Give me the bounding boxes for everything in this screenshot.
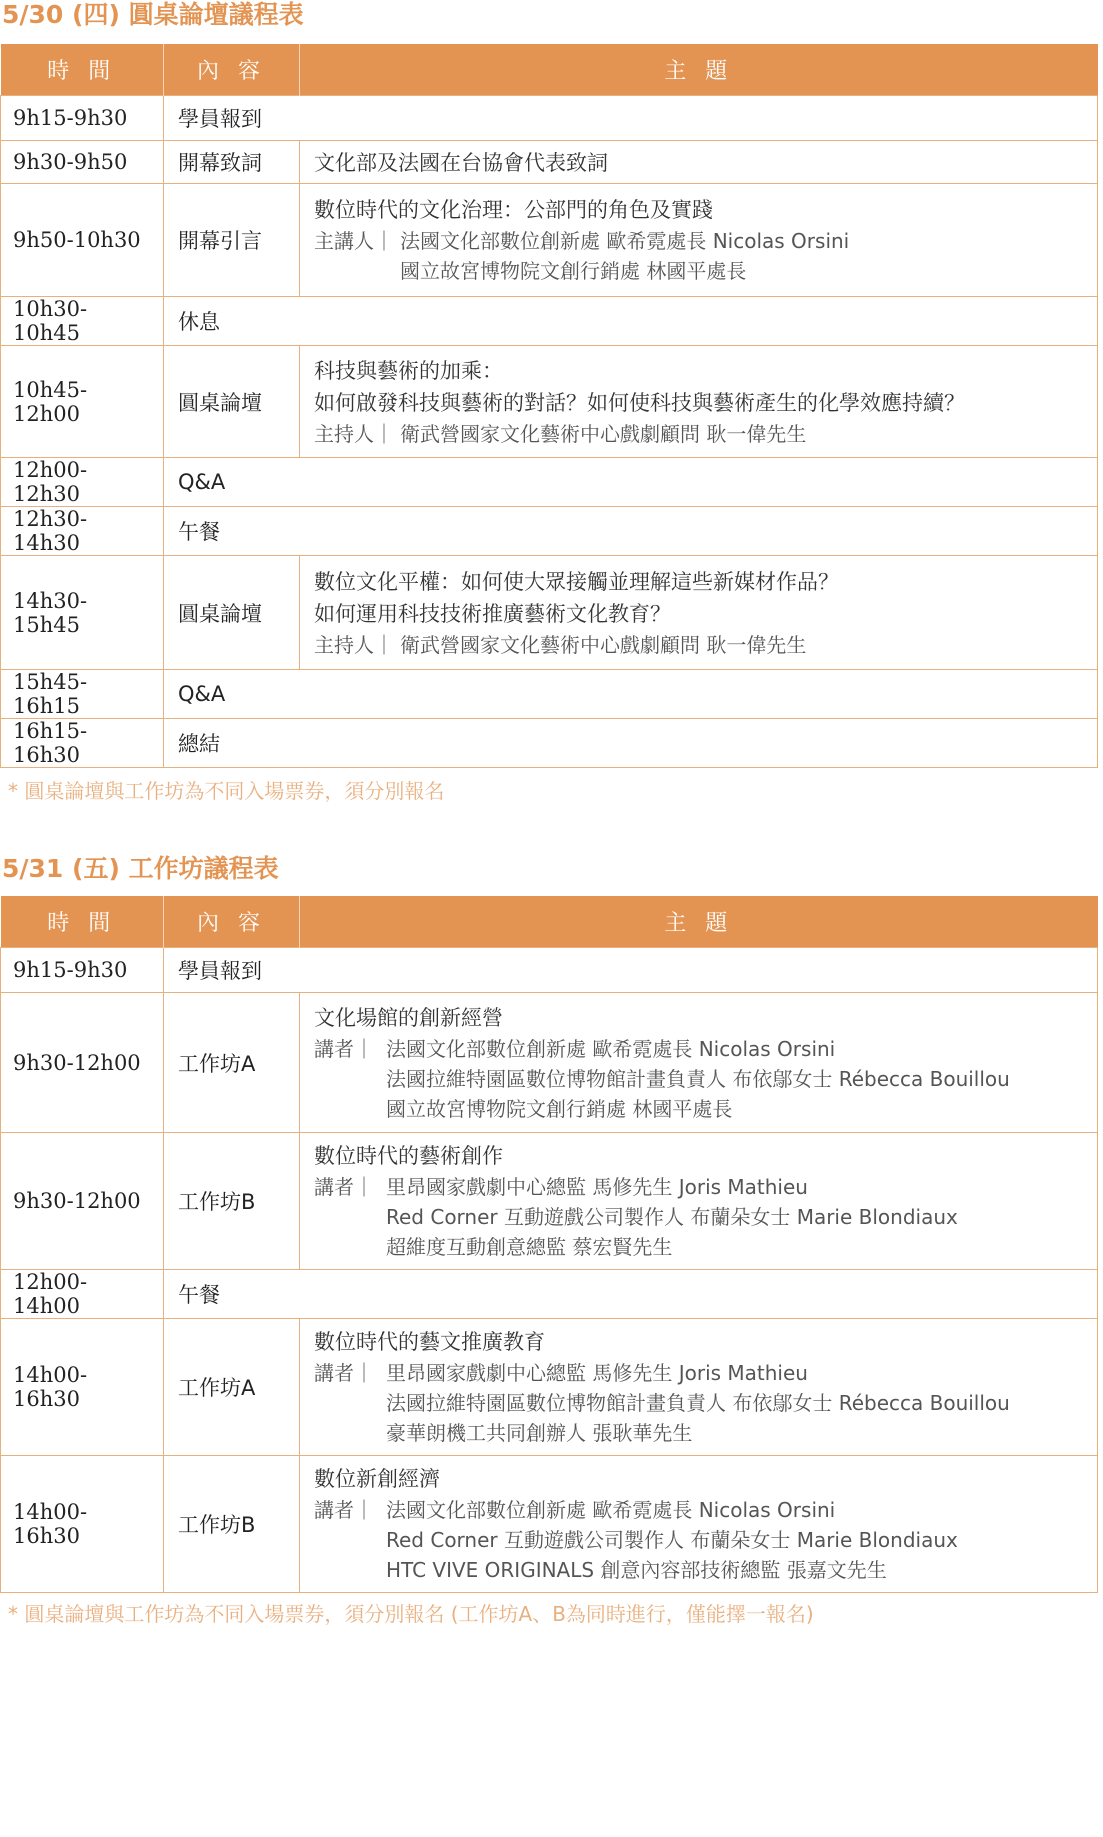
- speaker-line: [314, 1232, 1083, 1262]
- row-type: 開幕引言: [164, 184, 300, 297]
- row-time: 14h30-15h45: [1, 556, 164, 670]
- day2-agenda-table: [0, 896, 1098, 1593]
- row-topic-cell: [300, 1319, 1098, 1456]
- speaker-name: 衛武營國家文化藝術中心戲劇顧問 耿一偉先生: [400, 421, 807, 446]
- speaker-label: 講者｜: [314, 1498, 374, 1522]
- row-type: 工作坊B: [164, 1456, 300, 1593]
- topic-title: 數位時代的藝文推廣教育: [314, 1330, 545, 1354]
- speaker-line: [314, 1555, 1083, 1585]
- speaker-line: [314, 1495, 1083, 1525]
- speaker-line: [314, 1388, 1083, 1418]
- speaker-line: [314, 1358, 1083, 1388]
- table-header-row: [1, 896, 1098, 948]
- row-type: 休息: [164, 297, 1098, 346]
- topic-title: 數位新創經濟: [314, 1467, 440, 1491]
- speaker-label: 主講人｜: [314, 229, 394, 253]
- speaker-line: [314, 1064, 1083, 1094]
- table-row: [1, 458, 1098, 507]
- speaker-line: [314, 1202, 1083, 1232]
- speaker-name: 衛武營國家文化藝術中心戲劇顧問 耿一偉先生: [400, 632, 807, 657]
- row-time: 14h00-16h30: [1, 1456, 164, 1593]
- table-row: [1, 1456, 1098, 1593]
- topic-title: 數位時代的藝術創作: [314, 1144, 503, 1168]
- speaker-line: [314, 419, 1083, 449]
- speaker-name: HTC VIVE ORIGINALS 創意內容部技術總監 張嘉文先生: [386, 1558, 887, 1582]
- speaker-name: 法國文化部數位創新處 歐希霓處長 Nicolas Orsini: [386, 1498, 836, 1522]
- row-type: 工作坊A: [164, 993, 300, 1133]
- speaker-label: 主持人｜: [314, 632, 394, 657]
- speaker-name: 法國文化部數位創新處 歐希霓處長 Nicolas Orsini: [386, 1036, 836, 1061]
- row-time: 9h30-9h50: [1, 141, 164, 184]
- row-topic-cell: [300, 346, 1098, 458]
- row-type: 開幕致詞: [164, 141, 300, 184]
- row-topic-cell: [300, 556, 1098, 670]
- row-type: 總結: [164, 719, 1098, 768]
- speaker-name: Red Corner 互動遊戲公司製作人 布蘭朵女士 Marie Blondiaux: [386, 1528, 958, 1552]
- day1-title: 5/30 (四) 圓桌論壇議程表: [2, 0, 304, 29]
- speaker-name: 法國文化部數位創新處 歐希霓處長 Nicolas Orsini: [400, 229, 850, 253]
- table-row: [1, 141, 1098, 184]
- table-row: [1, 1270, 1098, 1319]
- speaker-line: [314, 1094, 1083, 1124]
- table-row: [1, 297, 1098, 346]
- speaker-label: 講者｜: [314, 1361, 374, 1385]
- header-time: 時 間: [1, 896, 164, 948]
- speaker-name: 法國拉維特園區數位博物館計畫負責人 布依鄔女士 Rébecca Bouillou: [386, 1066, 1010, 1091]
- row-topic-cell: [300, 184, 1098, 297]
- row-type: 午餐: [164, 1270, 1098, 1319]
- speaker-name: 超維度互動創意總監 蔡宏賢先生: [386, 1235, 673, 1259]
- row-type: Q&A: [164, 670, 1098, 719]
- row-topic: 文化部及法國在台協會代表致詞: [300, 141, 1098, 184]
- table-row: [1, 96, 1098, 141]
- topic-title: 數位時代的文化治理：公部門的角色及實踐: [314, 198, 713, 222]
- row-time: 16h15-16h30: [1, 719, 164, 768]
- speaker-name: 里昂國家戲劇中心總監 馬修先生 Joris Mathieu: [386, 1175, 808, 1199]
- table-row: [1, 346, 1098, 458]
- speaker-label: 講者｜: [314, 1036, 374, 1061]
- row-time: 9h50-10h30: [1, 184, 164, 297]
- speaker-name: 國立故宮博物院文創行銷處 林國平處長: [386, 1096, 733, 1121]
- row-time: 9h30-12h00: [1, 1133, 164, 1270]
- row-type: Q&A: [164, 458, 1098, 507]
- row-time: 10h30-10h45: [1, 297, 164, 346]
- table-row: [1, 507, 1098, 556]
- row-type: 圓桌論壇: [164, 556, 300, 670]
- row-time: 12h00-14h00: [1, 1270, 164, 1319]
- topic-title: 科技與藝術的加乘：: [314, 358, 503, 383]
- header-time: 時 間: [1, 44, 164, 96]
- topic-title: 如何啟發科技與藝術的對話？如何使科技與藝術產生的化學效應持續？: [314, 390, 965, 415]
- row-type: 午餐: [164, 507, 1098, 556]
- row-time: 10h45-12h00: [1, 346, 164, 458]
- row-topic-cell: [300, 1456, 1098, 1593]
- row-time: 12h00-12h30: [1, 458, 164, 507]
- topic-title: 文化場館的創新經營: [314, 1005, 503, 1030]
- speaker-line: [314, 630, 1083, 660]
- row-time: 9h15-9h30: [1, 948, 164, 993]
- speaker-line: [314, 256, 1083, 286]
- speaker-line: [314, 1034, 1083, 1064]
- speaker-name: 法國拉維特園區數位博物館計畫負責人 布依鄔女士 Rébecca Bouillou: [386, 1391, 1010, 1415]
- speaker-line: [314, 1525, 1083, 1555]
- speaker-line: [314, 1172, 1083, 1202]
- speaker-line: [314, 1418, 1083, 1448]
- table-row: [1, 670, 1098, 719]
- topic-title: 如何運用科技技術推廣藝術文化教育？: [314, 601, 671, 626]
- speaker-name: 里昂國家戲劇中心總監 馬修先生 Joris Mathieu: [386, 1361, 808, 1385]
- table-row: [1, 993, 1098, 1133]
- table-row: [1, 184, 1098, 297]
- row-type: 工作坊B: [164, 1133, 300, 1270]
- speaker-name: Red Corner 互動遊戲公司製作人 布蘭朵女士 Marie Blondiaux: [386, 1205, 958, 1229]
- speaker-name: 豪華朗機工共同創辦人 張耿華先生: [386, 1421, 693, 1445]
- speaker-line: [314, 226, 1083, 256]
- header-topic: 主 題: [300, 44, 1098, 96]
- speaker-label: 主持人｜: [314, 421, 394, 446]
- row-time: 15h45-16h15: [1, 670, 164, 719]
- table-row: [1, 948, 1098, 993]
- row-time: 14h00-16h30: [1, 1319, 164, 1456]
- row-type: 圓桌論壇: [164, 346, 300, 458]
- day1-note: * 圓桌論壇與工作坊為不同入場票券，須分別報名: [8, 779, 445, 803]
- speaker-label: 講者｜: [314, 1175, 374, 1199]
- row-topic-cell: [300, 1133, 1098, 1270]
- row-type: 學員報到: [164, 948, 1098, 993]
- table-row: [1, 719, 1098, 768]
- header-topic: 主 題: [300, 896, 1098, 948]
- speaker-name: 國立故宮博物院文創行銷處 林國平處長: [400, 259, 747, 283]
- header-type: 內 容: [164, 44, 300, 96]
- row-time: 9h15-9h30: [1, 96, 164, 141]
- day2-note: * 圓桌論壇與工作坊為不同入場票券，須分別報名 (工作坊A、B為同時進行，僅能擇一報名): [8, 1602, 814, 1626]
- day1-agenda-table: [0, 44, 1098, 768]
- row-time: 12h30-14h30: [1, 507, 164, 556]
- table-row: [1, 1319, 1098, 1456]
- table-row: [1, 1133, 1098, 1270]
- row-type: 學員報到: [164, 96, 1098, 141]
- table-header-row: [1, 44, 1098, 96]
- row-time: 9h30-12h00: [1, 993, 164, 1133]
- day2-title: 5/31 (五) 工作坊議程表: [2, 854, 279, 883]
- table-row: [1, 556, 1098, 670]
- row-type: 工作坊A: [164, 1319, 300, 1456]
- header-type: 內 容: [164, 896, 300, 948]
- topic-title: 數位文化平權：如何使大眾接觸並理解這些新媒材作品？: [314, 569, 839, 594]
- row-topic-cell: [300, 993, 1098, 1133]
